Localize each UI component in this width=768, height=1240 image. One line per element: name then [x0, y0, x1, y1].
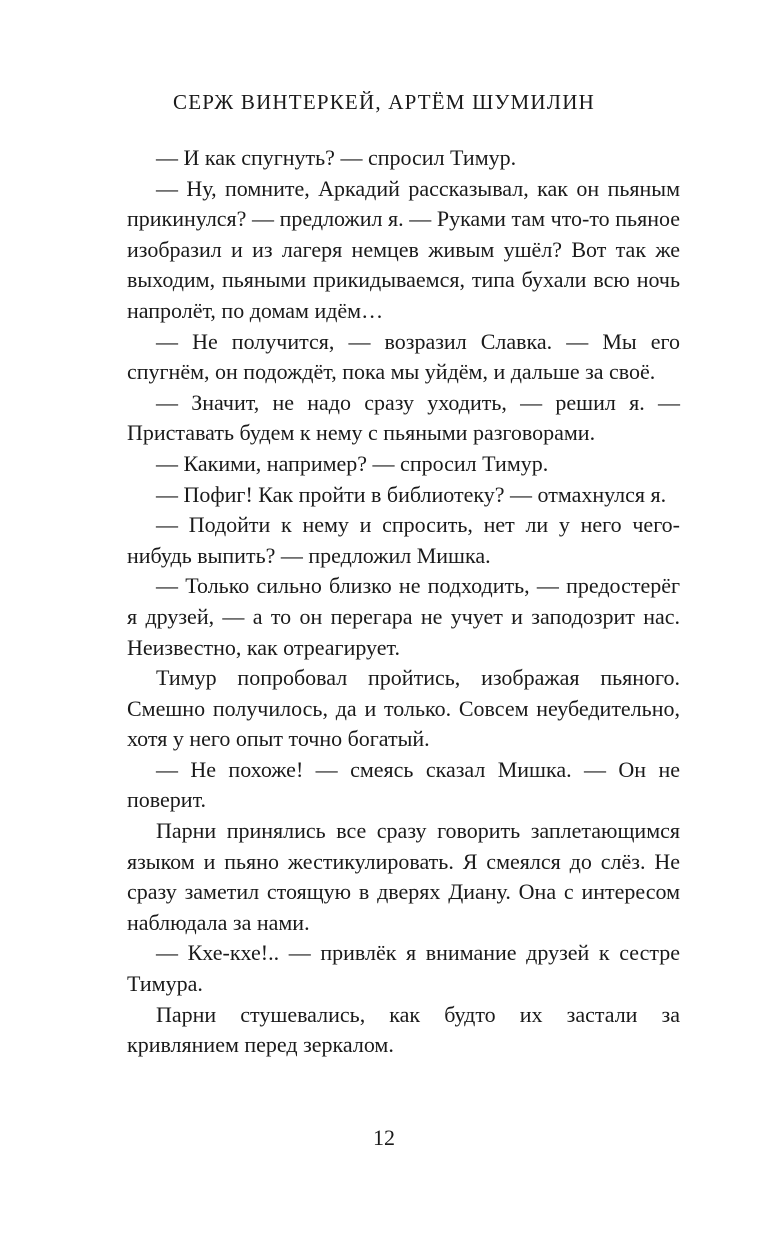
- paragraph: — Пофиг! Как пройти в библиотеку? — отмахнулся я.: [156, 481, 667, 507]
- paragraph: — И как спугнуть? — спросил Тимур.: [156, 145, 517, 170]
- paragraph: Парни принялись все сразу говорить заплетающимся языком и пьяно жестикулировать. Я смеялся до слёз. Не сразу заметил стоящую в дверях Диану. Она с интересом наблюдала за нами.: [127, 818, 680, 935]
- paragraph: — Кхе-кхе!.. — привлёк я внимание друзей к сестре Тимура.: [127, 940, 680, 997]
- paragraph: — Не получится, — возразил Славка. — Мы его спугнём, он подождёт, пока мы уйдём, и дальше за своё.: [127, 328, 680, 385]
- running-header: СЕРЖ ВИНТЕРКЕЙ, АРТЁМ ШУМИЛИН: [173, 90, 595, 114]
- paragraph: — Не похоже! — смеясь сказал Мишка. — Он не поверит.: [127, 756, 680, 813]
- page-number: 12: [373, 1125, 395, 1150]
- paragraph: — Значит, не надо сразу уходить, — решил я. — Приставать будем к нему с пьяными разговорами.: [127, 389, 680, 446]
- body-text: [127, 143, 680, 1061]
- paragraph: — Подойти к нему и спросить, нет ли у него чего-нибудь выпить? — предложил Мишка.: [127, 512, 680, 568]
- paragraph: Тимур попробовал пройтись, изображая пьяного. Смешно получилось, да и только. Совсем неубедительно, хотя у него опыт точно богатый.: [127, 665, 680, 752]
- paragraph: Парни стушевались, как будто их застали за кривлянием перед зеркалом.: [127, 1001, 680, 1058]
- paragraph: — Ну, помните, Аркадий рассказывал, как он пьяным прикинулся? — предложил я. — Руками там что-то пьяное изобразил и из лагеря немцев живым ушёл? Вот так же выходим, пьяными прикидываемся, типа бухали всю ночь напролёт, по домам идём…: [127, 175, 680, 323]
- paragraph: — Какими, например? — спросил Тимур.: [156, 450, 549, 476]
- paragraph: — Только сильно близко не подходить, — предостерёг я друзей, — а то он перегара не учует и заподозрит нас. Неизвестно, как отреагирует.: [127, 573, 680, 660]
